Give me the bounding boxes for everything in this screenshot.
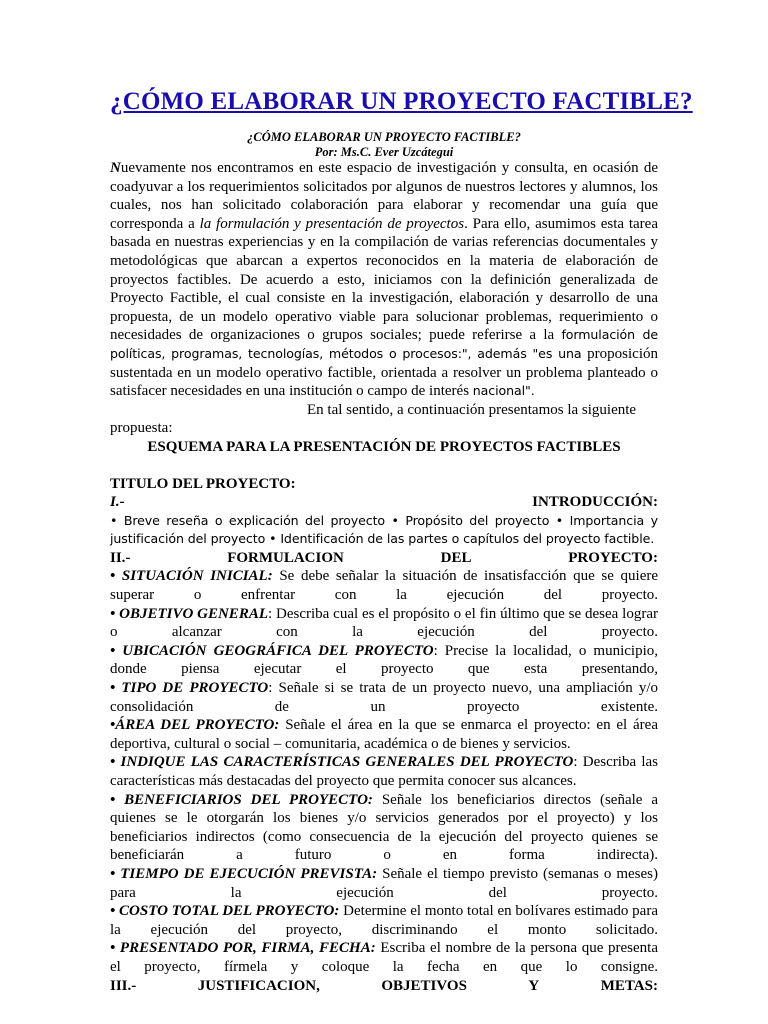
section-1-list: • Breve reseña o explicación del proyecto • Propósito del proyecto • Importancia y justificación del proyecto • Identificación de las partes o capítulos del proyecto factible. xyxy=(110,512,658,547)
intro-text-3: proposición sustentada en un modelo operativo factible, orientada a resolver un problema planteado o satisfacer necesidades en una institución o campo de interés xyxy=(110,345,658,400)
section-1-number: I.- xyxy=(110,494,125,511)
section-3-word: OBJETIVOS xyxy=(381,977,467,994)
section-3-word: METAS: xyxy=(600,977,658,994)
item-label: • TIPO DE PROYECTO xyxy=(110,680,269,697)
item-text: Señale el área en la que se enmarca el proyecto: en el área deportiva, cultural o social – comunitaria, académica o de bienes y servicios. xyxy=(110,717,658,752)
item-text: Señale el tiempo previsto (semanas o meses) para la ejecución del proyecto. xyxy=(110,865,658,901)
spacer xyxy=(110,457,658,475)
item-text: : Describa las características más destacadas del proyecto que permita conocer sus alcances. xyxy=(110,754,658,789)
item-label: • PRESENTADO POR, FIRMA, FECHA: xyxy=(110,940,376,957)
document-body xyxy=(110,159,658,995)
section-3-word: III.- xyxy=(110,977,137,994)
intro-sans-end: nacional". xyxy=(472,383,535,399)
intro-sans-quote: formulación de políticas, programas, tecnologías, métodos o procesos:", además "es una xyxy=(110,327,658,361)
section-1-heading xyxy=(110,493,658,512)
item-tiempo-ejecucion xyxy=(110,865,658,902)
intro-paragraph xyxy=(110,159,658,401)
intro-italic: la formulación y presentación de proyectos xyxy=(199,215,465,232)
page-title[interactable]: ¿CÓMO ELABORAR UN PROYECTO FACTIBLE? xyxy=(110,88,693,115)
section-1-title: INTRODUCCIÓN: xyxy=(532,494,658,511)
item-label: • TIEMPO DE EJECUCIÓN PREVISTA: xyxy=(110,865,378,882)
document-subtitle: ¿CÓMO ELABORAR UN PROYECTO FACTIBLE? xyxy=(247,130,521,144)
author-byline: Por: Ms.C. Ever Uzcátegui xyxy=(314,145,454,159)
item-text: Señale los beneficiarios directos (señale a quienes se le otorgarán los bienes y/o servicios generados por el proyecto) y los beneficiarios indirectos (como consecuencia de la ejecución del proyecto quienes se beneficiarán a futuro o en forma indirecta). xyxy=(110,791,658,864)
item-label: • UBICACIÓN GEOGRÁFICA DEL PROYECTO xyxy=(110,642,434,659)
item-costo-total xyxy=(110,902,658,939)
item-text: : Señale si se trata de un proyecto nuevo, una ampliación y/o consolidación de un proyecto existente. xyxy=(110,680,659,715)
project-title-label: TITULO DEL PROYECTO: xyxy=(110,475,296,492)
item-text: : Precise la localidad, o municipio, donde piensa ejecutar el proyecto que esta presentando, xyxy=(110,642,658,678)
item-label: •ÁREA DEL PROYECTO: xyxy=(110,717,280,734)
section-2-word: II.- xyxy=(110,549,131,566)
item-presentado-por xyxy=(110,939,658,976)
transition-paragraph-end: propuesta: xyxy=(110,420,173,437)
item-label: • COSTO TOTAL DEL PROYECTO: xyxy=(110,903,340,920)
item-situacion-inicial xyxy=(110,567,658,604)
item-label: • SITUACIÓN INICIAL: xyxy=(110,568,273,585)
transition-paragraph: En tal sentido, a continuación presentamos la siguiente xyxy=(307,401,637,418)
item-label: • BENEFICIARIOS DEL PROYECTO: xyxy=(110,791,373,808)
item-label: • OBJETIVO GENERAL xyxy=(110,605,268,622)
item-text: Determine el monto total en bolívares estimado para la ejecución del proyecto, discriminando el monto solicitado. xyxy=(110,903,658,938)
item-ubicacion-geografica xyxy=(110,642,658,679)
section-2-word: FORMULACION xyxy=(227,549,344,566)
item-text: : Describa cual es el propósito o el fin último que se desea lograr o alcanzar con la ejecución del proyecto. xyxy=(110,605,658,641)
section-2-word: PROYECTO: xyxy=(568,549,658,566)
intro-text-2: . Para ello, asumimos esta tarea basada en nuestras experiencias y en la compilación de varias referencias documentales y metodológicas que abarcan a expertos reconocidos en la materia de elaboración de proyectos factibles. De acuerdo a esto, iniciamos con la definición generalizada de Proyecto Factible, el cual consiste en la investigación, elaboración y desarrollo de una propuesta, de un modelo operativo viable para solucionar problemas, requerimiento o necesidades de organizaciones o grupos sociales; puede referirse a la xyxy=(110,215,658,344)
item-text: Se debe señalar la situación de insatisfacción que se quiere superar o enfrentar con la ejecución del proyecto. xyxy=(110,568,659,604)
item-beneficiarios xyxy=(110,791,658,865)
dropcap-letter: N xyxy=(110,160,121,176)
section-3-heading xyxy=(110,977,658,996)
scheme-heading: ESQUEMA PARA LA PRESENTACIÓN DE PROYECTOS FACTIBLES xyxy=(147,438,621,455)
item-label: • INDIQUE LAS CARACTERÍSTICAS GENERALES DEL PROYECTO xyxy=(110,754,574,771)
item-tipo-proyecto xyxy=(110,679,658,716)
intro-text: uevamente nos encontramos en este espacio de investigación y consulta, en ocasión de coadyuvar a los requerimientos solicitados por algunos de nuestros lectores y alumnos, los cuales, nos han solicitado colaboración para elaborar y recomendar una guía que corresponda a xyxy=(110,160,658,232)
section-2-heading xyxy=(110,549,658,568)
item-text: Escriba el nombre de la persona que presenta el proyecto, fírmela y coloque la fecha en que lo consigne. xyxy=(110,940,659,975)
section-2-word: DEL xyxy=(440,549,472,566)
item-objetivo-general xyxy=(110,605,658,642)
section-3-word: Y xyxy=(528,977,540,994)
section-3-word: JUSTIFICACION, xyxy=(197,977,320,994)
item-caracteristicas xyxy=(110,753,658,790)
item-area-proyecto xyxy=(110,716,658,753)
